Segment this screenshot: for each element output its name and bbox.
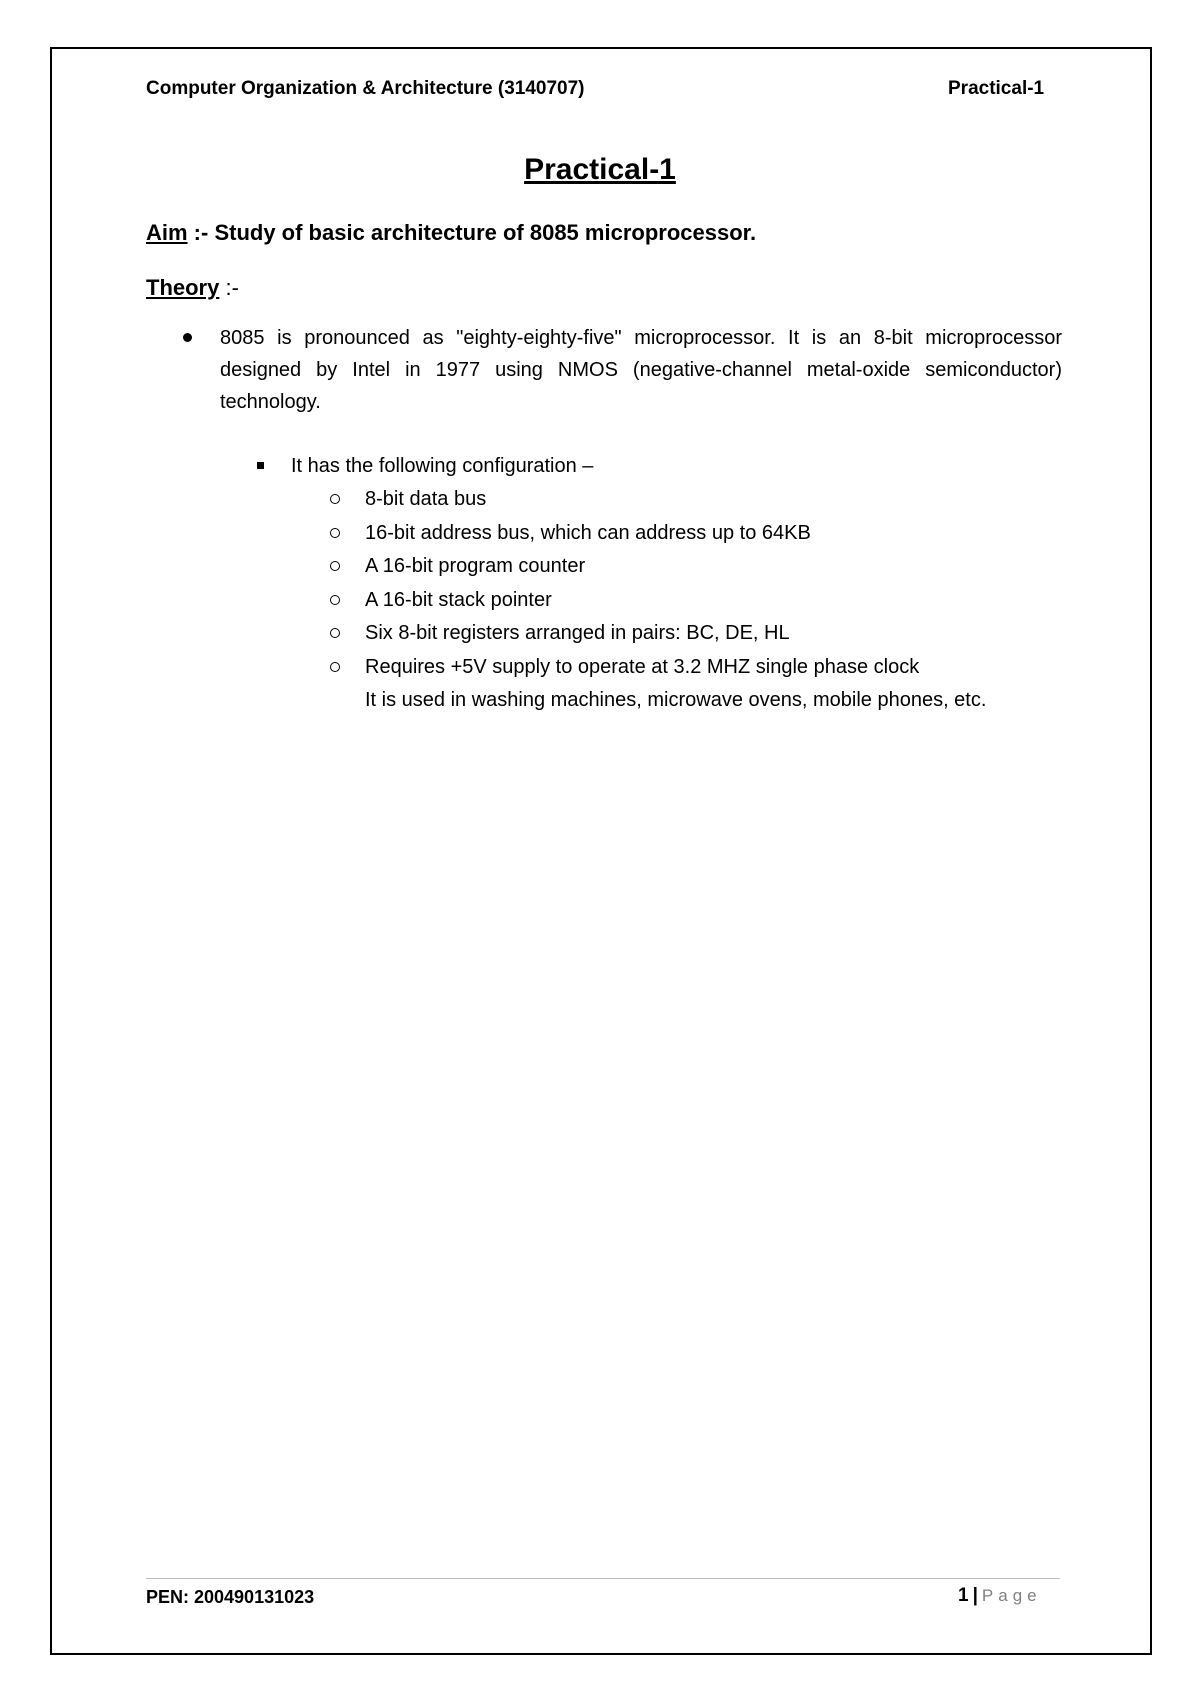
footer-divider (146, 1578, 1060, 1579)
page-word: Page (981, 1586, 1042, 1605)
circle-bullet-icon (330, 494, 340, 504)
aim-separator: :- (187, 220, 215, 245)
usage-line: It is used in washing machines, microwave ovens, mobile phones, etc. (365, 689, 987, 711)
config-item: A 16-bit stack pointer (365, 589, 552, 611)
config-item: Six 8-bit registers arranged in pairs: BC, DE, HL (365, 622, 790, 644)
circle-bullet-icon (330, 662, 340, 672)
circle-bullet-icon (330, 528, 340, 538)
config-item: A 16-bit program counter (365, 555, 586, 577)
circle-bullet-icon (330, 561, 340, 571)
page-separator: | (972, 1585, 978, 1606)
config-intro: It has the following configuration – (291, 455, 594, 477)
theory-separator: :- (219, 275, 239, 300)
aim-text: Study of basic architecture of 8085 microprocessor. (214, 220, 757, 245)
footer-page-number (958, 1583, 1042, 1609)
aim-line (146, 218, 756, 248)
aim-label: Aim (146, 220, 188, 245)
header-practical: Practical-1 (948, 78, 1045, 99)
config-item: Requires +5V supply to operate at 3.2 MHZ single phase clock (365, 656, 920, 678)
circle-bullet-icon (330, 628, 340, 638)
intro-paragraph: 8085 is pronounced as "eighty-eighty-five" microprocessor. It is an 8-bit microprocessor designed by Intel in 1977 using NMOS (negative-channel metal-oxide semiconductor) technology. (220, 327, 1062, 413)
config-item: 8-bit data bus (365, 488, 487, 510)
footer-pen: PEN: 200490131023 (146, 1587, 315, 1607)
square-bullet-icon (257, 462, 264, 469)
circle-bullet-icon (330, 595, 340, 605)
page-title: Practical-1 (524, 153, 676, 186)
theory-label: Theory (146, 275, 220, 300)
config-item: 16-bit address bus, which can address up to 64KB (365, 522, 811, 544)
page-number: 1 (958, 1585, 969, 1606)
bullet-icon (183, 333, 192, 342)
header-course: Computer Organization & Architecture (3140707) (146, 78, 585, 99)
theory-heading (146, 273, 239, 303)
